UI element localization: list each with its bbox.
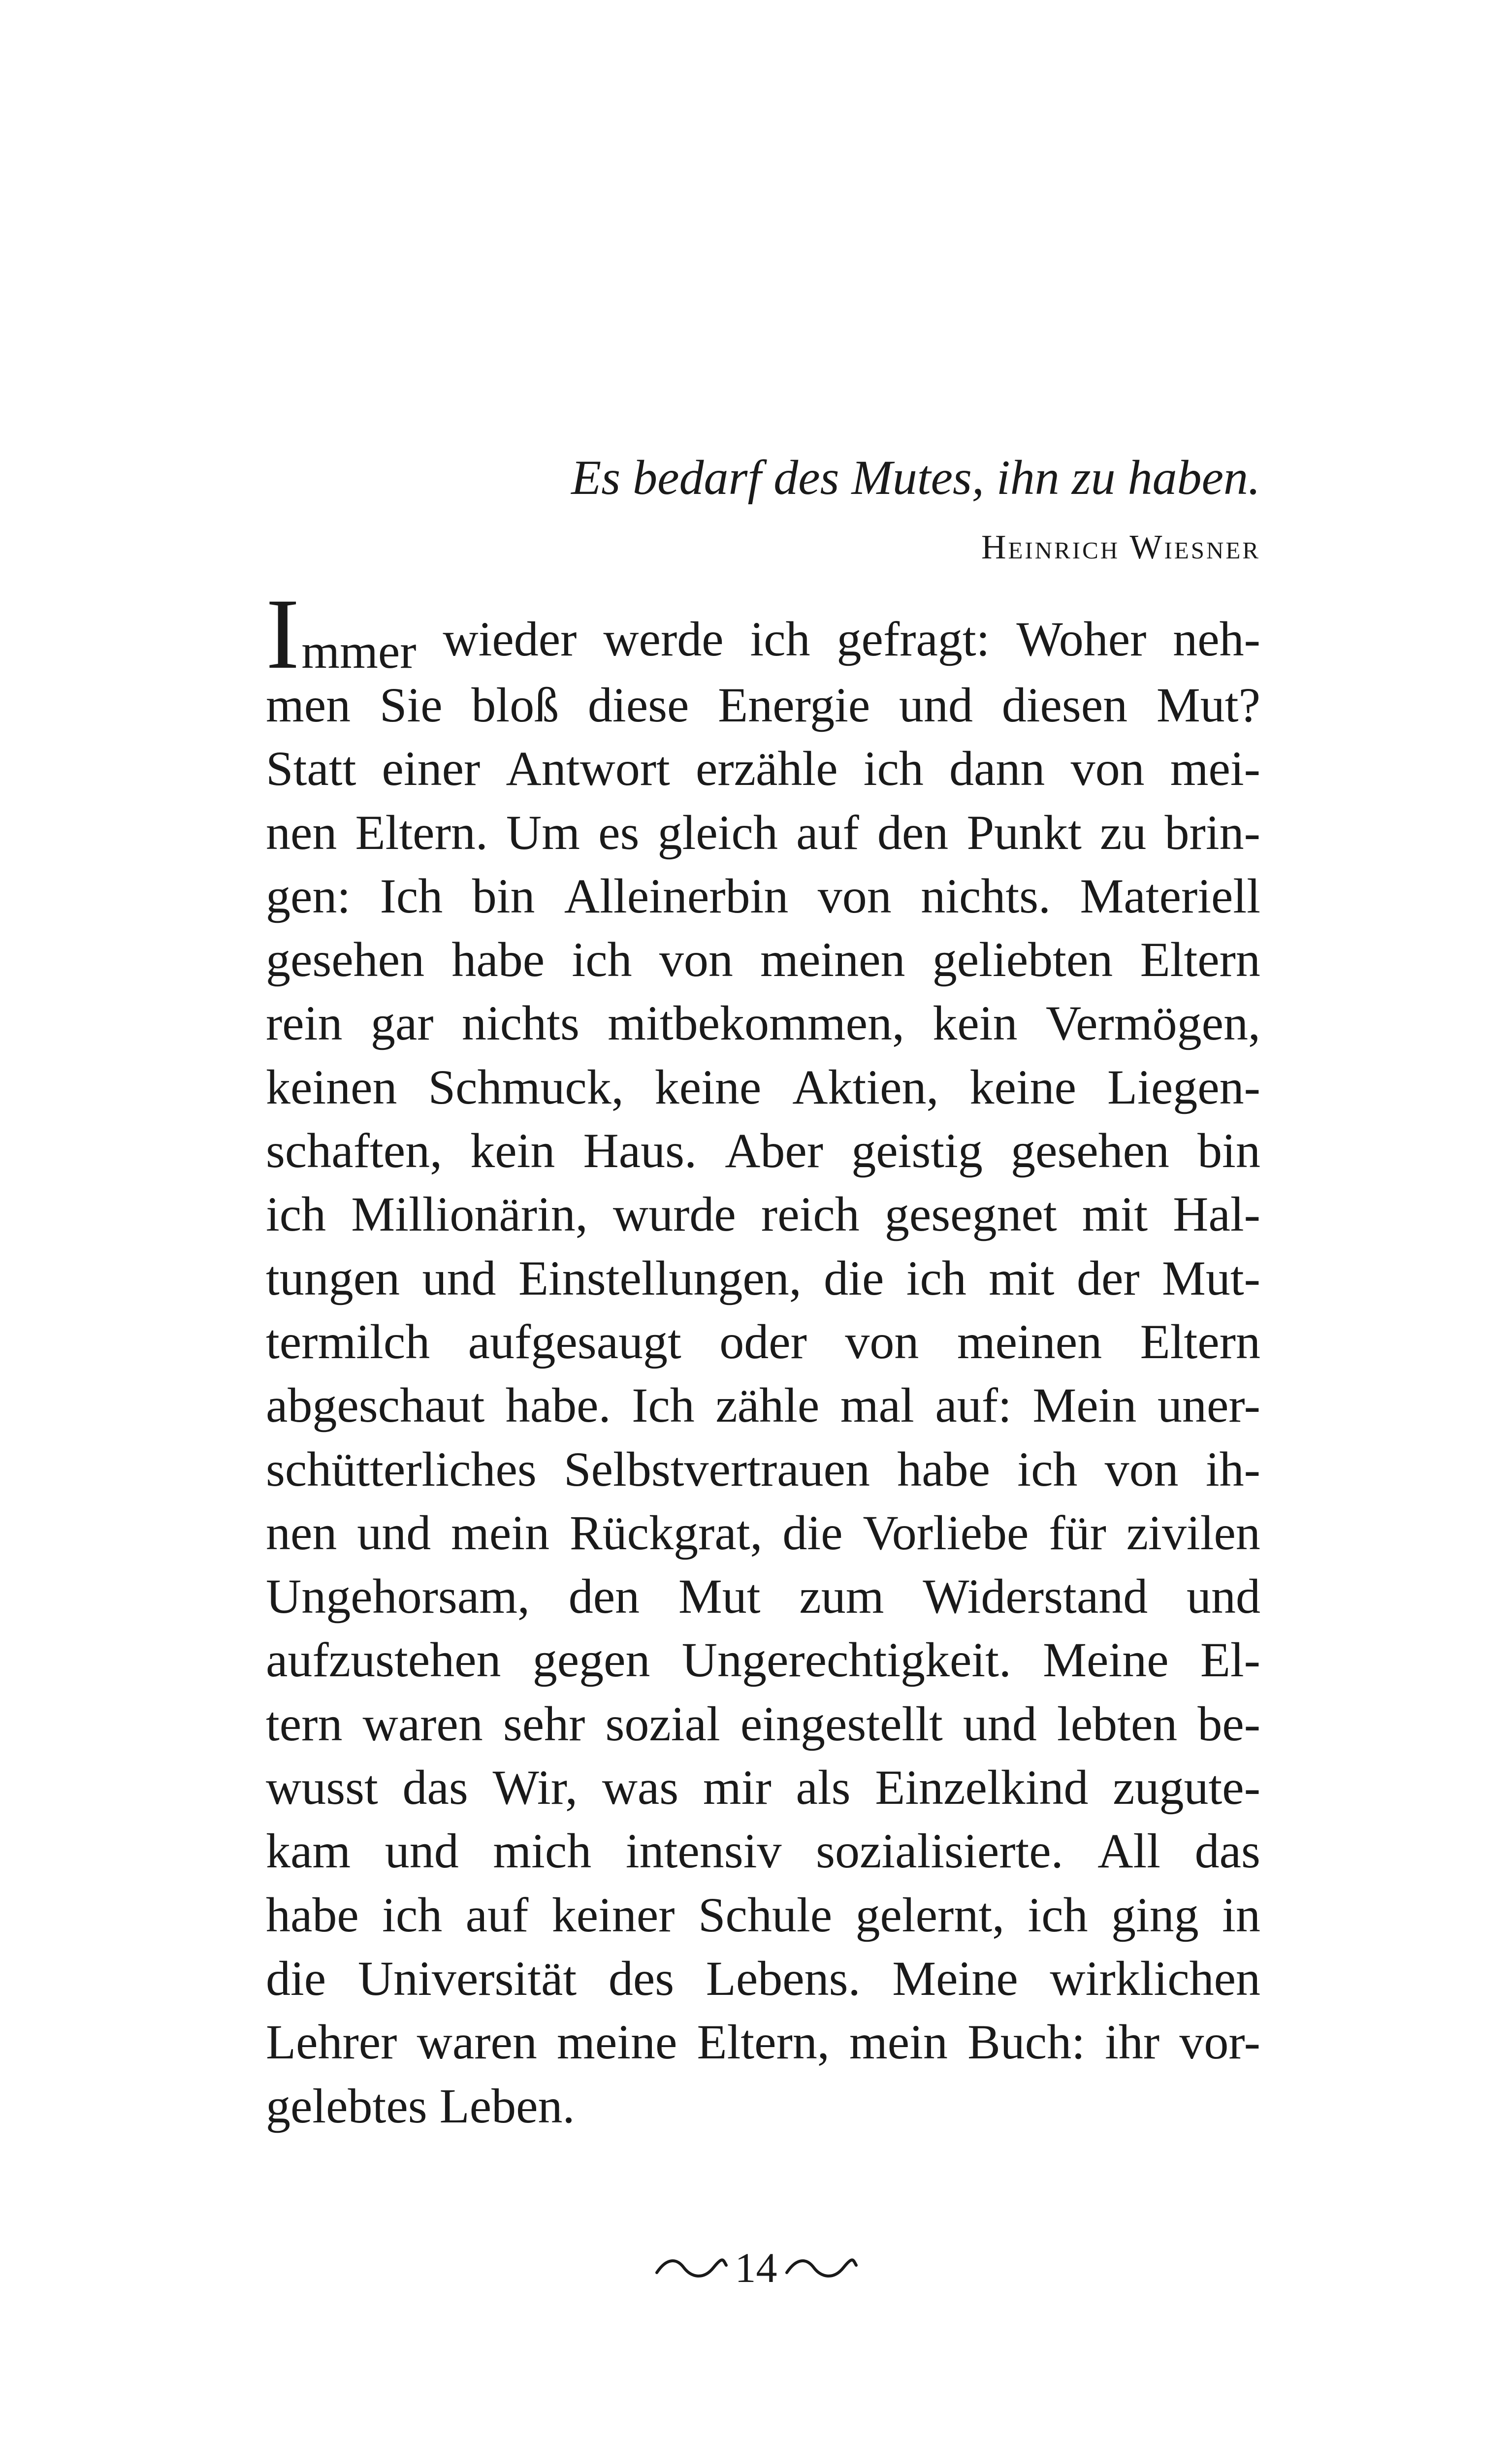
word: ich: [1028, 1887, 1088, 1942]
word: Meine: [1043, 1632, 1169, 1688]
word: mit: [989, 1250, 1055, 1305]
word: ich: [750, 612, 810, 666]
word: Haus.: [583, 1123, 697, 1178]
word: nen: [266, 805, 337, 860]
word: gefragt:: [836, 612, 990, 666]
text-line: [266, 1819, 1260, 1883]
word: Mut: [678, 1569, 761, 1624]
text-line: [266, 2010, 1260, 2074]
word: für: [1049, 1505, 1106, 1560]
text-line: [266, 864, 1260, 928]
word: habe: [897, 1441, 991, 1497]
word: als: [796, 1760, 851, 1815]
word: Punkt: [966, 805, 1082, 860]
word: Rückgrat,: [569, 1505, 763, 1560]
text-line: [266, 1883, 1260, 1947]
left-swash-ornament: [654, 2253, 728, 2282]
word: Alleinerbin: [564, 868, 789, 923]
word: meinen: [760, 932, 905, 987]
word: kein: [470, 1123, 555, 1178]
word: Schule: [698, 1887, 833, 1942]
word: lebten: [1057, 1696, 1178, 1751]
word: und: [963, 1696, 1037, 1751]
word: Millionärin,: [351, 1187, 588, 1242]
word: Energie: [718, 678, 870, 732]
word: gleich: [657, 805, 778, 860]
word: gar: [370, 996, 434, 1051]
word: Meine: [892, 1951, 1018, 2006]
word: vor-: [1179, 2015, 1260, 2070]
word: [266, 578, 417, 690]
word: brin-: [1164, 805, 1260, 860]
word: nichts.: [921, 868, 1051, 923]
word: Wir,: [492, 1760, 578, 1815]
word: mitbekommen,: [608, 996, 904, 1051]
text-line: [266, 1182, 1260, 1246]
word: Aktien,: [792, 1059, 939, 1114]
word: intensiv: [625, 1824, 782, 1879]
word: Eltern,: [697, 2015, 830, 2070]
right-swash-ornament: [784, 2253, 858, 2282]
word: zugute-: [1113, 1760, 1260, 1815]
word: termilch: [266, 1314, 430, 1369]
word: und: [385, 1824, 459, 1879]
word: werde: [603, 612, 724, 666]
word: habe: [266, 1887, 359, 1942]
word: mich: [493, 1824, 592, 1879]
word: auf: [796, 805, 859, 860]
word: tern: [266, 1696, 343, 1751]
word: rein: [266, 996, 343, 1051]
word: habe.: [505, 1378, 611, 1433]
word: Statt: [266, 741, 356, 796]
word: Hal-: [1173, 1187, 1260, 1242]
word: Buch:: [967, 2015, 1085, 2070]
text-line: [266, 1947, 1260, 2010]
text-line: [266, 1246, 1260, 1310]
word: Vorliebe: [863, 1505, 1029, 1560]
word: das: [402, 1760, 468, 1815]
word: die: [266, 1951, 326, 2006]
word: die: [782, 1505, 843, 1560]
word: schütterliches: [266, 1441, 537, 1497]
word: gen:: [266, 868, 351, 923]
word: Woher: [1016, 612, 1147, 666]
text-line: [266, 1501, 1260, 1564]
word: kam: [266, 1824, 351, 1879]
word: erzähle: [695, 741, 838, 796]
word: Lehrer: [266, 2015, 397, 2070]
text-line: [266, 578, 1260, 690]
word: den: [877, 805, 949, 860]
text-line: [266, 991, 1260, 1055]
text-line: [266, 673, 1260, 737]
word: einer: [382, 741, 481, 796]
word: meine: [557, 2015, 677, 2070]
word: mein: [849, 2015, 948, 2070]
text-line: [266, 1119, 1260, 1182]
word: Antwort: [506, 741, 670, 796]
word: keinen: [266, 1059, 397, 1114]
word: Lebens.: [706, 1951, 861, 2006]
word: Ich: [380, 868, 443, 923]
word: zu: [1100, 805, 1147, 860]
epigraph-quote: Es bedarf des Mutes, ihn zu haben.: [571, 450, 1260, 505]
word: Ungerechtigkeit.: [681, 1632, 1011, 1688]
word: bin: [1197, 1123, 1260, 1178]
word: Eltern: [1140, 1314, 1260, 1369]
word: aufzustehen: [266, 1632, 501, 1688]
word: wusst: [266, 1760, 378, 1815]
word: dann: [949, 741, 1045, 796]
word: Ich: [632, 1378, 695, 1433]
word: waren: [417, 2015, 537, 2070]
body-text: [266, 578, 1260, 2138]
word: mein: [451, 1505, 550, 1560]
word: men: [266, 678, 351, 732]
word: Eltern: [1140, 932, 1260, 987]
word: ich: [1017, 1441, 1078, 1497]
word: diesen: [1001, 678, 1128, 732]
word: und: [422, 1250, 496, 1305]
word: eingestellt: [740, 1696, 943, 1751]
word: keine: [654, 1059, 762, 1114]
word: von: [845, 1314, 919, 1369]
word: Liegen-: [1107, 1059, 1260, 1114]
word: Widerstand: [923, 1569, 1148, 1624]
word: waren: [362, 1696, 483, 1751]
word: des: [608, 1951, 675, 2006]
word: ich: [266, 1187, 326, 1242]
word: schaften,: [266, 1123, 443, 1178]
word: keiner: [551, 1887, 675, 1942]
word: und: [357, 1505, 431, 1560]
text-line: [266, 1692, 1260, 1756]
word: die: [824, 1250, 884, 1305]
word: sozialisierte.: [816, 1824, 1063, 1879]
word: bloß: [471, 678, 559, 732]
word: zum: [799, 1569, 884, 1624]
word: Mut?: [1156, 678, 1260, 732]
text-line-last: gelebtes Leben.: [266, 2078, 575, 2133]
text-line: [266, 1437, 1260, 1501]
text-line: [266, 1628, 1260, 1692]
word: von: [1070, 741, 1145, 796]
word: und: [899, 678, 973, 732]
word: Mein: [1032, 1378, 1137, 1433]
word: neh-: [1173, 612, 1260, 666]
word: ich: [906, 1250, 966, 1305]
word: aufgesaugt: [468, 1314, 681, 1369]
word: ih-: [1205, 1441, 1260, 1497]
text-line: [266, 737, 1260, 800]
word: keine: [969, 1059, 1077, 1114]
text-line: [266, 1055, 1260, 1119]
word: wurde: [612, 1187, 736, 1242]
word: Sie: [379, 678, 443, 732]
epigraph-author: Heinrich Wiesner: [981, 528, 1260, 566]
word: gegen: [532, 1632, 650, 1688]
word: El-: [1200, 1632, 1260, 1688]
word: gesehen: [266, 932, 425, 987]
word: geistig: [851, 1123, 983, 1178]
word: oder: [719, 1314, 807, 1369]
word: zähle: [715, 1378, 820, 1433]
word: mir: [703, 1760, 772, 1815]
text-line: [266, 928, 1260, 991]
word: ich: [382, 1887, 443, 1942]
word: sozial: [605, 1696, 720, 1751]
word: von: [659, 932, 733, 987]
word: der: [1076, 1250, 1140, 1305]
word: uner-: [1158, 1378, 1260, 1433]
word: Universität: [357, 1951, 577, 2006]
word: Selbstvertrauen: [564, 1441, 870, 1497]
word: Materiell: [1080, 868, 1260, 923]
word: nen: [266, 1505, 337, 1560]
word: Einzelkind: [875, 1760, 1089, 1815]
word: geliebten: [932, 932, 1113, 987]
word: abgeschaut: [266, 1378, 485, 1433]
text-line: [266, 1564, 1260, 1628]
word: zivilen: [1126, 1505, 1260, 1560]
text-line: [266, 1373, 1260, 1437]
word: tungen: [266, 1250, 400, 1305]
word: Aber: [725, 1123, 824, 1178]
drop-cap: I: [266, 578, 300, 690]
word: Einstellungen,: [518, 1250, 802, 1305]
word: nichts: [462, 996, 579, 1051]
word: reich: [761, 1187, 860, 1242]
word: wirklichen: [1050, 1951, 1260, 2006]
word: mei-: [1170, 741, 1260, 796]
word: mmer: [301, 624, 417, 679]
word: von: [1104, 1441, 1179, 1497]
word: in: [1222, 1887, 1260, 1942]
word: auf:: [935, 1378, 1012, 1433]
word: es: [598, 805, 640, 860]
text-line: [266, 1310, 1260, 1373]
text-line: [266, 801, 1260, 864]
word: meinen: [957, 1314, 1102, 1369]
word: mal: [840, 1378, 914, 1433]
word: gesehen: [1010, 1123, 1170, 1178]
word: Vermögen,: [1046, 996, 1260, 1051]
word: ihr: [1105, 2015, 1160, 2070]
page-folio: [0, 2243, 1512, 2292]
word: habe: [451, 932, 545, 987]
word: Um: [506, 805, 580, 860]
word: Eltern.: [355, 805, 488, 860]
word: und: [1186, 1569, 1260, 1624]
word: be-: [1197, 1696, 1260, 1751]
text-line: [266, 1756, 1260, 1819]
word: was: [602, 1760, 679, 1815]
word: mit: [1082, 1187, 1148, 1242]
word: sehr: [503, 1696, 585, 1751]
word: gelernt,: [855, 1887, 1005, 1942]
word: ich: [572, 932, 632, 987]
word: Mut-: [1161, 1250, 1260, 1305]
word: ich: [863, 741, 924, 796]
word: das: [1194, 1824, 1260, 1879]
word: diese: [587, 678, 689, 732]
word: bin: [472, 868, 535, 923]
word: Ungehorsam,: [266, 1569, 530, 1624]
word: ging: [1111, 1887, 1199, 1942]
word: kein: [933, 996, 1018, 1051]
word: All: [1097, 1824, 1161, 1879]
word: gesegnet: [884, 1187, 1057, 1242]
word: auf: [465, 1887, 529, 1942]
word: Schmuck,: [428, 1059, 624, 1114]
word: wieder: [443, 612, 577, 666]
word: von: [817, 868, 892, 923]
word: den: [568, 1569, 640, 1624]
page-number: 14: [735, 2244, 777, 2291]
